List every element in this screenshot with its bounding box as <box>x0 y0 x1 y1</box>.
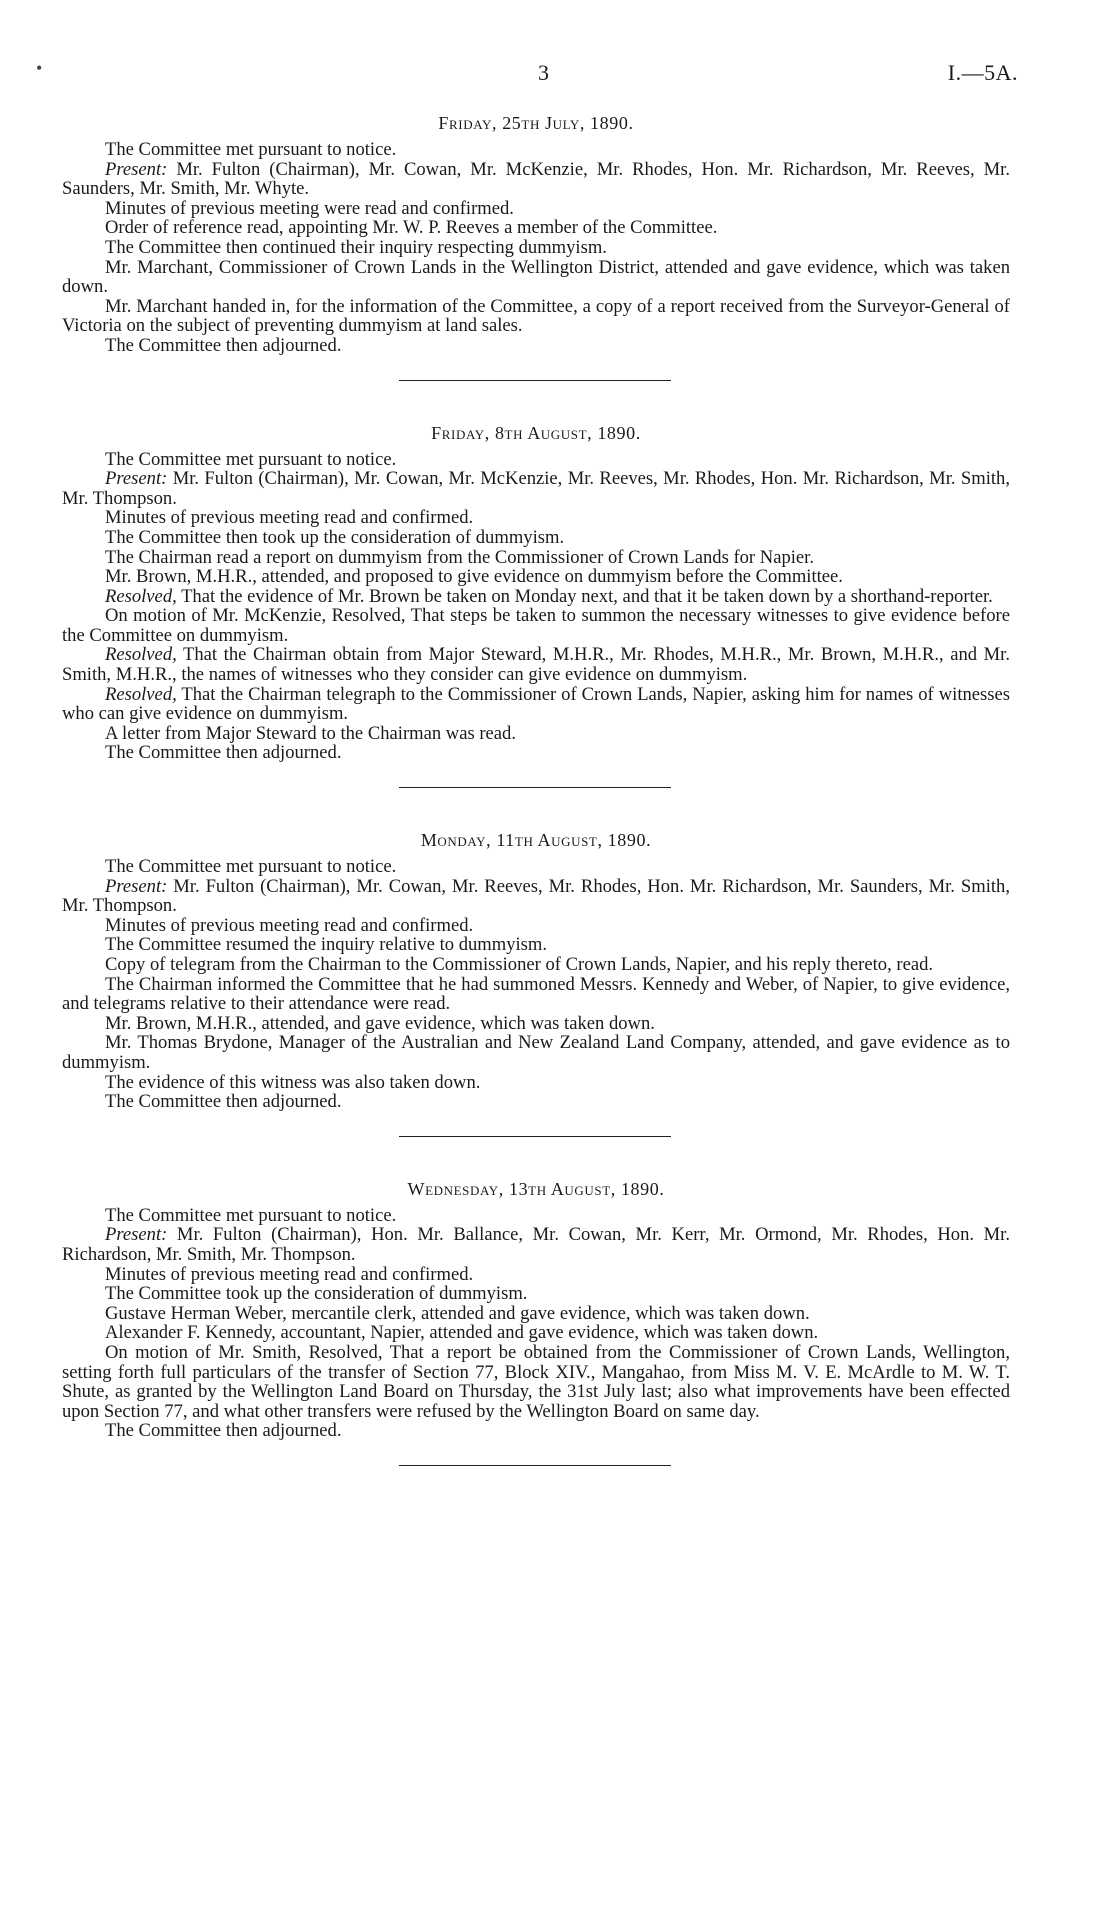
document-reference: I.—5A. <box>947 60 1018 85</box>
attendance-paragraph: Present: Mr. Fulton (Chairman), Hon. Mr. Ballance, Mr. Cowan, Mr. Kerr, Mr. Ormond, Mr. Rhodes, Hon. Mr. Richardson, Mr. Smith, Mr. Thompson. <box>62 1224 1010 1265</box>
present-label: Present: <box>105 158 168 180</box>
paragraph: The evidence of this witness was also taken down. <box>105 1071 481 1093</box>
resolution-paragraph: Resolved, That the evidence of Mr. Brown be taken on Monday next, and that it be taken down by a shorthand-reporter. <box>105 585 993 607</box>
paragraph: The Committee resumed the inquiry relative to dummyism. <box>105 934 548 956</box>
paragraph: The Committee then adjourned. <box>105 1091 342 1113</box>
paragraph: On motion of Mr. Smith, Resolved, That a report be obtained from the Commissioner of Crown Lands, Wellington, setting forth full particulars of the transfer of Section 77, Block XIV., Mangahao, from Miss M. V. E. McArdle to M. W. T. Shute, as granted by the Wellington Land Board on Thursday, the 31st July last; also what improvements have been effected upon Section 77, and what other transfers were refused by the Wellington Board on same day. <box>62 1341 1010 1422</box>
paragraph: Gustave Herman Weber, mercantile clerk, attended and gave evidence, which was taken down. <box>105 1302 810 1324</box>
section-divider <box>62 356 1010 422</box>
resolution-paragraph: Resolved, That the Chairman telegraph to the Commissioner of Crown Lands, Napier, asking him for names of witnesses who can give evidence on dummyism. <box>62 683 1010 725</box>
paragraph: Mr. Brown, M.H.R., attended, and proposed to give evidence on dummyism before the Committee. <box>105 566 843 588</box>
paragraph: Copy of telegram from the Chairman to the Commissioner of Crown Lands, Napier, and his reply thereto, read. <box>105 954 934 975</box>
section-divider <box>62 1112 1010 1178</box>
present-label: Present: <box>105 1224 168 1246</box>
paragraph: The Committee met pursuant to notice. <box>105 856 397 878</box>
paragraph: Mr. Marchant, Commissioner of Crown Lands in the Wellington District, attended and gave evidence, which was taken down. <box>62 256 1010 298</box>
paragraph: Minutes of previous meeting read and confirmed. <box>105 914 474 936</box>
present-label: Present: <box>105 875 168 897</box>
paragraph: The Committee took up the consideration of dummyism. <box>105 1283 528 1305</box>
paragraph: On motion of Mr. McKenzie, Resolved, That steps be taken to summon the necessary witnesses to give evidence before the Committee on dummyism. <box>62 605 1010 646</box>
meeting-date: Wednesday, 13th August, 1890. <box>407 1178 665 1199</box>
paragraph: The Committee then continued their inquiry respecting dummyism. <box>105 236 607 258</box>
page-header <box>0 52 1114 92</box>
meeting-date: Monday, 11th August, 1890. <box>420 830 652 851</box>
meeting-date: Friday, 8th August, 1890. <box>431 422 641 443</box>
paragraph: Mr. Brown, M.H.R., attended, and gave evidence, which was taken down. <box>105 1012 655 1034</box>
section-divider <box>62 1441 1010 1507</box>
meeting-section <box>62 422 1010 764</box>
page-number: 3 <box>538 60 549 85</box>
attendance-paragraph: Present: Mr. Fulton (Chairman), Mr. Cowan, Mr. McKenzie, Mr. Reeves, Mr. Rhodes, Hon. Mr. Richardson, Mr. Smith, Mr. Thompson. <box>62 468 1010 509</box>
paragraph: The Chairman read a report on dummyism from the Commissioner of Crown Lands for Napier. <box>105 546 814 568</box>
paragraph: The Committee then adjourned. <box>105 742 342 764</box>
paragraph: The Committee met pursuant to notice. <box>105 1204 397 1226</box>
paragraph: The Committee met pursuant to notice. <box>105 448 397 470</box>
paragraph: A letter from Major Steward to the Chairman was read. <box>105 722 517 744</box>
paragraph: The Committee then took up the consideration of dummyism. <box>105 526 565 548</box>
attendance-paragraph: Present: Mr. Fulton (Chairman), Mr. Cowan, Mr. Reeves, Mr. Rhodes, Hon. Mr. Richardson, Mr. Saunders, Mr. Smith, Mr. Thompson. <box>62 875 1010 917</box>
attendance-paragraph: Present: Mr. Fulton (Chairman), Mr. Cowan, Mr. McKenzie, Mr. Rhodes, Hon. Mr. Richardson, Mr. Reeves, Mr. Saunders, Mr. Smith, Mr. Whyte. <box>62 158 1010 200</box>
paragraph: Minutes of previous meeting were read and confirmed. <box>105 197 514 219</box>
paragraph: Mr. Thomas Brydone, Manager of the Australian and New Zealand Land Company, attended, and gave evidence as to dummyism. <box>62 1032 1010 1073</box>
present-label: Present: <box>105 468 168 490</box>
stray-mark: • <box>36 58 43 78</box>
paragraph: The Chairman informed the Committee that he had summoned Messrs. Kennedy and Weber, of Napier, to give evidence, and telegrams relative to their attendance were read. <box>62 973 1010 1015</box>
paragraph: Minutes of previous meeting read and confirmed. <box>105 507 474 529</box>
paragraph: Minutes of previous meeting read and confirmed. <box>105 1263 474 1285</box>
paragraph: Order of reference read, appointing Mr. W. P. Reeves a member of the Committee. <box>105 217 718 239</box>
paragraph: The Committee then adjourned. <box>105 334 342 356</box>
meeting-section <box>62 112 1010 356</box>
meeting-section <box>62 1178 1010 1441</box>
paragraph: Mr. Marchant handed in, for the information of the Committee, a copy of a report received from the Surveyor-General of Victoria on the subject of preventing dummyism at land sales. <box>62 295 1010 337</box>
minutes-body <box>62 112 1010 1507</box>
paragraph: The Committee then adjourned. <box>105 1420 342 1442</box>
paragraph: The Committee met pursuant to notice. <box>105 139 397 160</box>
resolution-paragraph: Resolved, That the Chairman obtain from Major Steward, M.H.R., Mr. Rhodes, M.H.R., Mr. Brown, M.H.R., and Mr. Smith, M.H.R., the names of witnesses who they consider can give evidence on dummyism. <box>62 644 1010 686</box>
paragraph: Alexander F. Kennedy, accountant, Napier, attended and gave evidence, which was taken down. <box>105 1322 819 1344</box>
meeting-date: Friday, 25th July, 1890. <box>438 113 634 133</box>
section-divider <box>62 763 1010 829</box>
meeting-section <box>62 829 1010 1112</box>
